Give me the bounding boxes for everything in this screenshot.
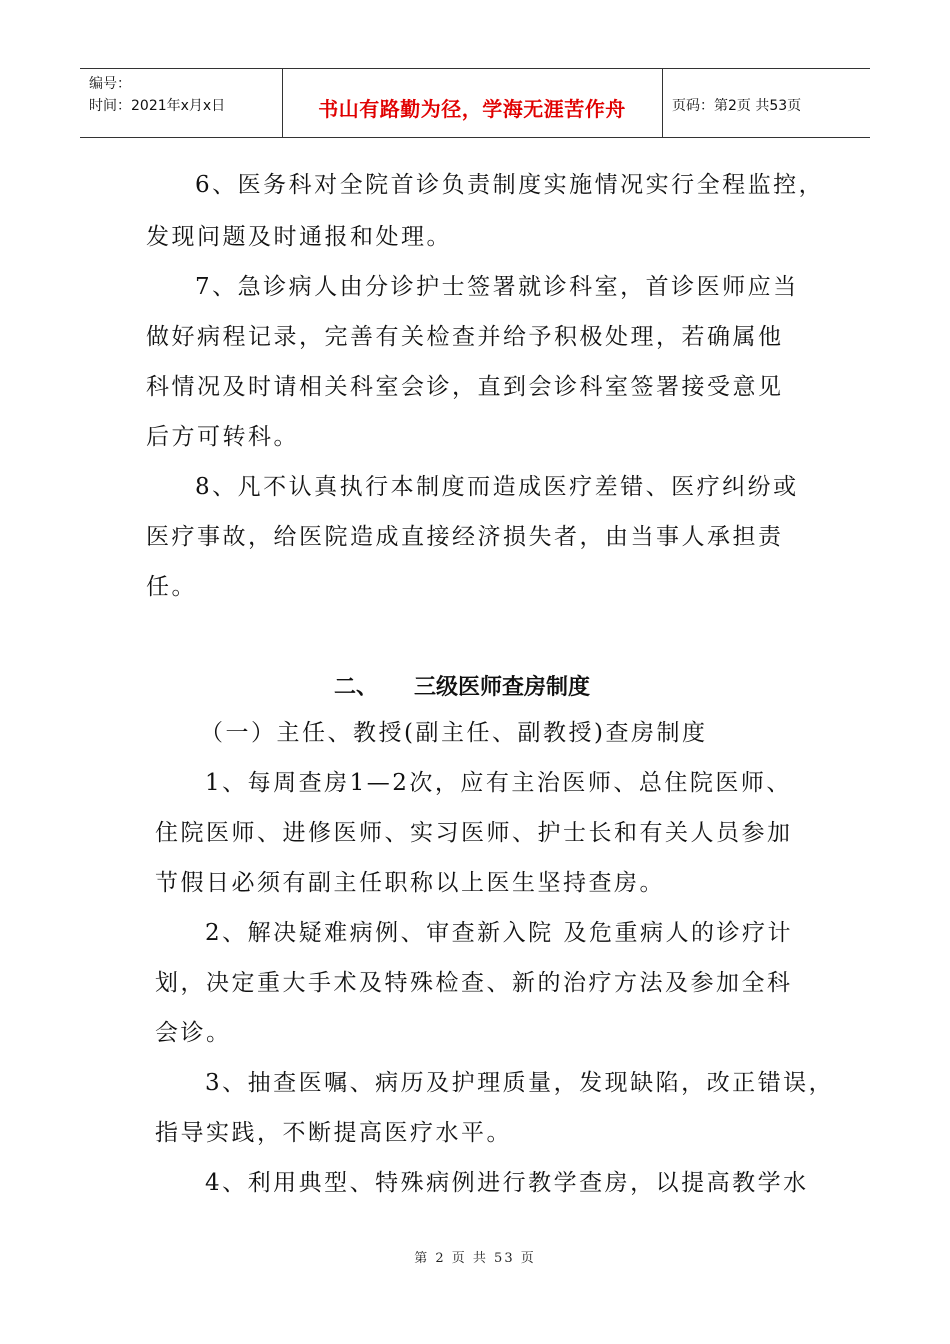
section-number: 二、 [334, 675, 379, 700]
header-info-cell [80, 69, 283, 137]
paragraph-line: 后方可转科。 [146, 424, 299, 450]
motto-text: 书山有路勤为径，学海无涯苦作舟 [318, 97, 626, 121]
paragraph-line: 会诊。 [155, 1020, 232, 1046]
document-date: 时间：2021年x月x日 [89, 98, 226, 114]
section-title: 三级医师查房制度 [414, 675, 591, 700]
document-number: 编号： [89, 76, 131, 92]
paragraph-line: 住院医师、进修医师、实习医师、护士长和有关人员参加 [155, 820, 793, 846]
page-footer: 第 2 页 共 53 页 [414, 1251, 536, 1266]
paragraph-line: 科情况及时请相关科室会诊，直到会诊科室签署接受意见 [146, 374, 784, 400]
page-header [80, 68, 870, 138]
paragraph-line: 划，决定重大手术及特殊检查、新的治疗方法及参加全科 [155, 970, 793, 996]
paragraph-line: 2、解决疑难病例、审查新入院 及危重病人的诊疗计 [205, 920, 793, 946]
header-page-number: 页码：第2页 共53页 [672, 98, 802, 114]
paragraph-line: 医疗事故，给医院造成直接经济损失者，由当事人承担责 [146, 524, 784, 550]
paragraph-line: 3、抽查医嘱、病历及护理质量，发现缺陷，改正错误， [205, 1070, 835, 1096]
paragraph-line: 1、每周查房1—2次，应有主治医师、总住院医师、 [205, 770, 792, 796]
paragraph-line: 任。 [146, 574, 197, 600]
paragraph-line: 发现问题及时通报和处理。 [146, 224, 452, 250]
subsection-heading: （一）主任、教授(副主任、副教授)查房制度 [200, 720, 708, 746]
paragraph-line: 6、医务科对全院首诊负责制度实施情况实行全程监控， [195, 172, 825, 198]
header-motto-cell [282, 69, 663, 137]
paragraph-line: 4、利用典型、特殊病例进行教学查房，以提高教学水 [205, 1170, 809, 1196]
paragraph-line: 节假日必须有副主任职称以上医生坚持查房。 [155, 870, 665, 896]
paragraph-line: 8、凡不认真执行本制度而造成医疗差错、医疗纠纷或 [195, 474, 799, 500]
paragraph-line: 7、急诊病人由分诊护士签署就诊科室，首诊医师应当 [195, 274, 799, 300]
paragraph-line: 指导实践，不断提高医疗水平。 [155, 1120, 512, 1146]
header-page-cell [662, 69, 870, 137]
paragraph-line: 做好病程记录，完善有关检查并给予积极处理，若确属他 [146, 324, 784, 350]
